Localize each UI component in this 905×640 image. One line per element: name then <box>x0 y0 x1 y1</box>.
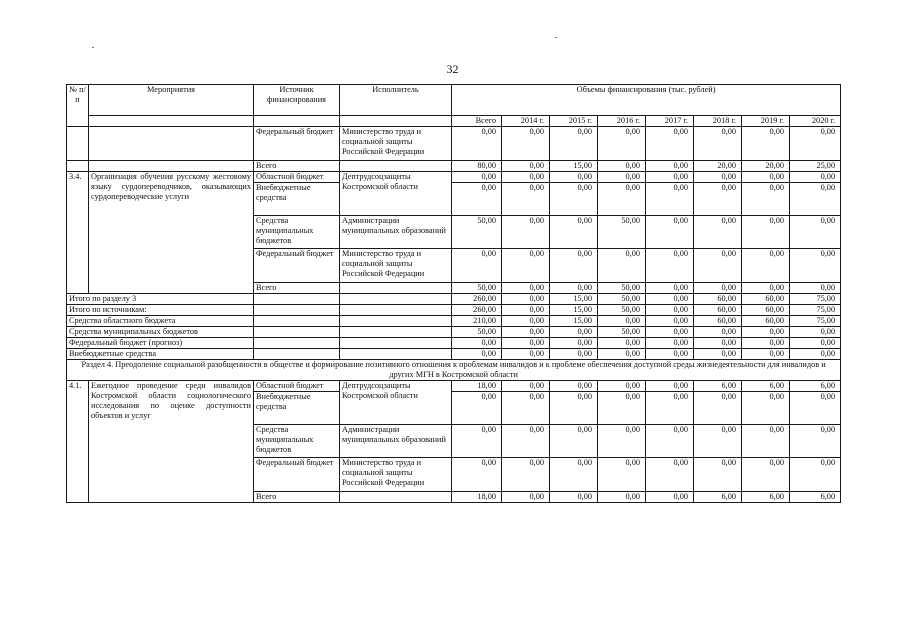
value-cell: 0,00 <box>550 283 598 294</box>
source-cell: Внебюджетные средства <box>254 183 340 216</box>
value-cell: 6,00 <box>790 492 841 503</box>
value-cell: 0,00 <box>694 392 742 425</box>
value-cell: 0,00 <box>452 172 502 183</box>
value-cell: 0,00 <box>646 458 694 492</box>
value-cell: 0,00 <box>550 127 598 161</box>
value-cell: 60,00 <box>742 294 790 305</box>
value-cell: 0,00 <box>550 183 598 216</box>
total-label: Средства муниципальных бюджетов <box>67 327 254 338</box>
value-cell: 0,00 <box>550 327 598 338</box>
value-cell: 0,00 <box>646 183 694 216</box>
value-cell: 0,00 <box>502 492 550 503</box>
value-cell: 0,00 <box>694 425 742 458</box>
value-cell: 0,00 <box>742 425 790 458</box>
year-header: 2018 г. <box>694 116 742 127</box>
value-cell: 0,00 <box>790 338 841 349</box>
value-cell: 0,00 <box>646 161 694 172</box>
source-cell: Средства муниципальных бюджетов <box>254 425 340 458</box>
year-header: 2016 г. <box>598 116 646 127</box>
value-cell: 60,00 <box>742 305 790 316</box>
value-cell: 0,00 <box>694 216 742 249</box>
value-cell: 0,00 <box>598 458 646 492</box>
year-header: 2015 г. <box>550 116 598 127</box>
value-cell: 0,00 <box>742 349 790 360</box>
total-row <box>67 316 841 327</box>
executor-cell <box>340 316 452 327</box>
value-cell: 0,00 <box>502 172 550 183</box>
total-row <box>67 338 841 349</box>
source-cell: Федеральный бюджет <box>254 127 340 161</box>
value-cell: 0,00 <box>694 283 742 294</box>
total-label: Внебюджетные средства <box>67 349 254 360</box>
value-cell: 0,00 <box>550 392 598 425</box>
value-cell: 0,00 <box>452 249 502 283</box>
scan-speck <box>92 47 94 48</box>
value-cell: 60,00 <box>694 305 742 316</box>
value-cell: 0,00 <box>646 216 694 249</box>
value-cell: 0,00 <box>598 249 646 283</box>
header-years-row <box>67 116 841 127</box>
value-cell: 0,00 <box>502 305 550 316</box>
value-cell: 50,00 <box>598 327 646 338</box>
executor-cell: Министерство труда и социальной защиты Российской Федерации <box>340 458 452 492</box>
total-row <box>67 349 841 360</box>
header-executor: Исполнитель <box>340 85 452 116</box>
value-cell: 0,00 <box>646 316 694 327</box>
year-header: 2019 г. <box>742 116 790 127</box>
executor-cell: Администрации муниципальных образований <box>340 425 452 458</box>
value-cell: 0,00 <box>742 183 790 216</box>
executor-cell <box>340 283 452 294</box>
value-cell: 0,00 <box>550 216 598 249</box>
value-cell: 0,00 <box>502 458 550 492</box>
value-cell: 6,00 <box>694 492 742 503</box>
value-cell: 0,00 <box>646 127 694 161</box>
source-cell <box>254 338 340 349</box>
value-cell: 0,00 <box>742 249 790 283</box>
executor-cell <box>340 294 452 305</box>
year-header: 2017 г. <box>646 116 694 127</box>
value-cell: 0,00 <box>790 183 841 216</box>
value-cell: 0,00 <box>452 127 502 161</box>
value-cell: 0,00 <box>646 338 694 349</box>
source-cell <box>254 349 340 360</box>
value-cell: 60,00 <box>694 294 742 305</box>
value-cell: 50,00 <box>598 216 646 249</box>
value-cell: 0,00 <box>694 183 742 216</box>
year-header: 2014 г. <box>502 116 550 127</box>
source-cell: Средства муниципальных бюджетов <box>254 216 340 249</box>
value-cell: 25,00 <box>790 161 841 172</box>
executor-cell: Министерство труда и социальной защиты Российской Федерации <box>340 127 452 161</box>
number-cell <box>67 161 89 172</box>
section-title: Раздел 4. Преодоление социальной разобщенности в обществе и формирование позитивного отношения к проблемам инвалидов и к проблеме обеспечения доступной среды жизнедеятельности для инвалидов и других МГН в Костромской области <box>67 360 841 381</box>
value-cell: 6,00 <box>742 492 790 503</box>
total-row <box>67 305 841 316</box>
source-cell <box>254 305 340 316</box>
value-cell: 0,00 <box>790 425 841 458</box>
value-cell: 0,00 <box>694 249 742 283</box>
header-source: Источник финансирования <box>254 85 340 116</box>
executor-cell <box>340 327 452 338</box>
header-events: Мероприятия <box>89 85 254 116</box>
value-cell: 0,00 <box>646 327 694 338</box>
value-cell: 0,00 <box>502 349 550 360</box>
value-cell: 0,00 <box>550 249 598 283</box>
value-cell: 0,00 <box>646 305 694 316</box>
value-cell: 0,00 <box>790 283 841 294</box>
section-title-row <box>67 360 841 381</box>
value-cell: 0,00 <box>598 425 646 458</box>
value-cell: 0,00 <box>598 172 646 183</box>
value-cell: 15,00 <box>550 294 598 305</box>
value-cell: 75,00 <box>790 294 841 305</box>
value-cell: 0,00 <box>502 381 550 392</box>
value-cell: 50,00 <box>598 305 646 316</box>
item-number: 3.4. <box>67 172 89 294</box>
value-cell: 0,00 <box>790 349 841 360</box>
scan-speck <box>555 37 557 38</box>
value-cell: 210,00 <box>452 316 502 327</box>
header-volumes: Объемы финансирования (тыс. рублей) <box>452 85 841 116</box>
source-cell: Федеральный бюджет <box>254 458 340 492</box>
value-cell: 0,00 <box>502 283 550 294</box>
source-cell <box>254 316 340 327</box>
executor-cell <box>340 492 452 503</box>
value-cell: 15,00 <box>550 305 598 316</box>
value-cell: 0,00 <box>694 327 742 338</box>
executor-cell: Министерство труда и социальной защиты Российской Федерации <box>340 249 452 283</box>
value-cell: 0,00 <box>502 327 550 338</box>
event-description: Организация обучения русскому жестовому языку сурдопереводчиков, оказывающих сурдопереводческие услуги <box>89 172 254 294</box>
value-cell: 0,00 <box>598 316 646 327</box>
value-cell: 0,00 <box>452 425 502 458</box>
value-cell: 80,00 <box>452 161 502 172</box>
value-cell: 0,00 <box>742 327 790 338</box>
value-cell: 0,00 <box>502 338 550 349</box>
header-blank <box>340 116 452 127</box>
value-cell: 0,00 <box>502 316 550 327</box>
value-cell: 0,00 <box>646 392 694 425</box>
value-cell: 0,00 <box>646 172 694 183</box>
executor-cell <box>340 338 452 349</box>
value-cell: 0,00 <box>502 425 550 458</box>
value-cell: 0,00 <box>598 161 646 172</box>
header-row <box>67 85 841 116</box>
value-cell: 0,00 <box>790 327 841 338</box>
executor-cell <box>340 161 452 172</box>
value-cell: 0,00 <box>502 249 550 283</box>
value-cell: 0,00 <box>502 161 550 172</box>
value-cell: 0,00 <box>742 127 790 161</box>
value-cell: 0,00 <box>598 381 646 392</box>
total-label: Средства областного бюджета <box>67 316 254 327</box>
value-cell: 0,00 <box>646 283 694 294</box>
executor-cell <box>340 349 452 360</box>
value-cell: 15,00 <box>550 161 598 172</box>
number-cell <box>67 127 89 161</box>
value-cell: 0,00 <box>646 381 694 392</box>
value-cell: 18,00 <box>452 492 502 503</box>
value-cell: 260,00 <box>452 305 502 316</box>
value-cell: 0,00 <box>790 172 841 183</box>
value-cell: 60,00 <box>742 316 790 327</box>
value-cell: 0,00 <box>598 338 646 349</box>
source-cell: Областной бюджет <box>254 381 340 392</box>
value-cell: 0,00 <box>452 338 502 349</box>
value-cell: 50,00 <box>452 216 502 249</box>
value-cell: 0,00 <box>694 458 742 492</box>
source-cell: Областной бюджет <box>254 172 340 183</box>
value-cell: 0,00 <box>790 249 841 283</box>
table-row <box>67 161 841 172</box>
value-cell: 0,00 <box>742 338 790 349</box>
value-cell: 0,00 <box>646 349 694 360</box>
value-cell: 0,00 <box>598 183 646 216</box>
value-cell: 15,00 <box>550 316 598 327</box>
value-cell: 0,00 <box>502 183 550 216</box>
value-cell: 0,00 <box>742 172 790 183</box>
value-cell: 0,00 <box>790 216 841 249</box>
event-cell <box>89 127 254 161</box>
value-cell: 75,00 <box>790 316 841 327</box>
value-cell: 0,00 <box>646 294 694 305</box>
value-cell: 0,00 <box>550 458 598 492</box>
value-cell: 0,00 <box>742 216 790 249</box>
value-cell: 50,00 <box>598 294 646 305</box>
total-row <box>67 294 841 305</box>
value-cell: 0,00 <box>502 294 550 305</box>
source-cell: Федеральный бюджет <box>254 249 340 283</box>
event-description: Ежегодное проведение среди инвалидов Костромской области социологического исследования по оценке доступности объектов и услуг <box>89 381 254 503</box>
value-cell: 0,00 <box>598 349 646 360</box>
page-number: 32 <box>446 62 459 76</box>
executor-cell: Администрации муниципальных образований <box>340 216 452 249</box>
source-cell: Всего <box>254 283 340 294</box>
table-row <box>67 172 841 183</box>
event-cell <box>89 161 254 172</box>
value-cell: 0,00 <box>742 392 790 425</box>
executor-cell <box>340 305 452 316</box>
executor-cell: Деnтрудсоцзащиты Костромской области <box>340 381 452 425</box>
value-cell: 0,00 <box>452 458 502 492</box>
value-cell: 50,00 <box>598 283 646 294</box>
value-cell: 0,00 <box>742 458 790 492</box>
value-cell: 0,00 <box>452 183 502 216</box>
value-cell: 60,00 <box>694 316 742 327</box>
value-cell: 6,00 <box>694 381 742 392</box>
value-cell: 0,00 <box>646 249 694 283</box>
value-cell: 0,00 <box>452 392 502 425</box>
financing-table <box>66 84 841 503</box>
value-cell: 0,00 <box>550 172 598 183</box>
value-cell: 0,00 <box>694 172 742 183</box>
source-cell: Всего <box>254 161 340 172</box>
total-row <box>67 327 841 338</box>
value-cell: 0,00 <box>550 425 598 458</box>
value-cell: 0,00 <box>646 492 694 503</box>
value-cell: 6,00 <box>742 381 790 392</box>
value-cell: 20,00 <box>694 161 742 172</box>
header-blank <box>254 116 340 127</box>
value-cell: 50,00 <box>452 327 502 338</box>
value-cell: 18,00 <box>452 381 502 392</box>
item-number: 4.1. <box>67 381 89 503</box>
value-cell: 0,00 <box>550 492 598 503</box>
source-cell <box>254 294 340 305</box>
value-cell: 0,00 <box>502 216 550 249</box>
value-cell: 0,00 <box>694 338 742 349</box>
total-label: Итого по разделу 3 <box>67 294 254 305</box>
value-cell: 0,00 <box>550 338 598 349</box>
year-header: 2020 г. <box>790 116 841 127</box>
value-cell: 0,00 <box>452 349 502 360</box>
source-cell: Внебюджетные средства <box>254 392 340 425</box>
value-cell: 50,00 <box>452 283 502 294</box>
table-row <box>67 127 841 161</box>
value-cell: 20,00 <box>742 161 790 172</box>
value-cell: 0,00 <box>550 381 598 392</box>
value-cell: 0,00 <box>598 492 646 503</box>
value-cell: 0,00 <box>550 349 598 360</box>
value-cell: 260,00 <box>452 294 502 305</box>
value-cell: 0,00 <box>502 392 550 425</box>
value-cell: 0,00 <box>646 425 694 458</box>
executor-cell: Деnтрудсоцзащиты Костромской области <box>340 172 452 216</box>
value-cell: 0,00 <box>694 127 742 161</box>
value-cell: 0,00 <box>790 458 841 492</box>
total-label: Итого по источникам: <box>67 305 254 316</box>
value-cell: 0,00 <box>598 392 646 425</box>
value-cell: 0,00 <box>502 127 550 161</box>
value-cell: 0,00 <box>790 127 841 161</box>
total-label: Федеральный бюджет (прогноз) <box>67 338 254 349</box>
header-blank <box>89 116 254 127</box>
source-cell: Всего <box>254 492 340 503</box>
year-header: Всего <box>452 116 502 127</box>
header-number: № п/п <box>67 85 89 127</box>
value-cell: 75,00 <box>790 305 841 316</box>
value-cell: 0,00 <box>790 392 841 425</box>
value-cell: 0,00 <box>694 349 742 360</box>
table-row <box>67 381 841 392</box>
source-cell <box>254 327 340 338</box>
value-cell: 0,00 <box>742 283 790 294</box>
value-cell: 0,00 <box>598 127 646 161</box>
value-cell: 6,00 <box>790 381 841 392</box>
